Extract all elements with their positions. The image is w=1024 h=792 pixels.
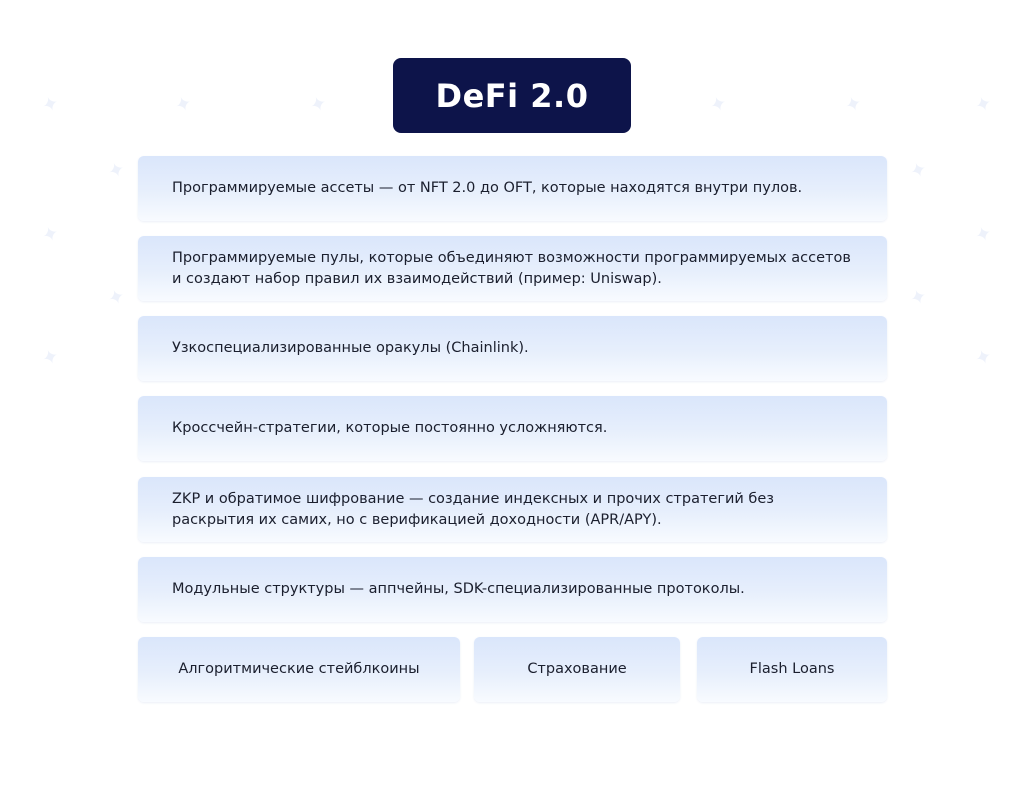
feature-card-oracles xyxy=(138,316,887,381)
watermark-logo-icon: ✦ xyxy=(104,155,129,185)
feature-text: Узкоспециализированные оракулы (Chainlink). xyxy=(172,340,529,356)
watermark-logo-icon: ✦ xyxy=(906,155,931,185)
feature-text: Кроссчейн-стратегии, которые постоянно усложняются. xyxy=(172,420,608,436)
feature-card-flash-loans xyxy=(697,637,887,702)
watermark-logo-icon: ✦ xyxy=(38,342,63,372)
feature-text: Модульные структуры — аппчейны, SDK-специализированные протоколы. xyxy=(172,581,745,597)
watermark-logo-icon: ✦ xyxy=(38,219,63,249)
watermark-logo-icon: ✦ xyxy=(841,89,866,119)
feature-text: Программируемые пулы, которые объединяют возможности программируемых ассетов и создают набор правил их взаимодействий (пример: Uniswap). xyxy=(172,249,851,287)
feature-text: Flash Loans xyxy=(749,661,835,677)
feature-card-insurance xyxy=(474,637,680,702)
watermark-logo-icon: ✦ xyxy=(971,342,996,372)
feature-text: Алгоритмические стейблкоины xyxy=(178,661,420,677)
watermark-logo-icon: ✦ xyxy=(706,89,731,119)
feature-card-modular xyxy=(138,557,887,622)
feature-card-programmable-assets xyxy=(138,156,887,221)
feature-card-zkp xyxy=(138,477,887,542)
watermark-logo-icon: ✦ xyxy=(906,282,931,312)
watermark-logo-icon: ✦ xyxy=(971,219,996,249)
feature-text: ZKP и обратимое шифрование — создание индексных и прочих стратегий без раскрытия их самих, но с верификацией доходности (APR/APY). xyxy=(172,490,774,528)
watermark-logo-icon: ✦ xyxy=(171,89,196,119)
feature-card-crosschain xyxy=(138,396,887,461)
title-box xyxy=(393,58,631,133)
feature-card-algorithmic-stablecoins xyxy=(138,637,460,702)
page-title: DeFi 2.0 xyxy=(435,76,589,115)
feature-card-programmable-pools xyxy=(138,236,887,301)
feature-text: Программируемые ассеты — от NFT 2.0 до OFT, которые находятся внутри пулов. xyxy=(172,180,803,196)
watermark-logo-icon: ✦ xyxy=(971,89,996,119)
feature-text: Страхование xyxy=(527,661,627,677)
watermark-logo-icon: ✦ xyxy=(306,89,331,119)
watermark-logo-icon: ✦ xyxy=(104,282,129,312)
watermark-logo-icon: ✦ xyxy=(38,89,63,119)
